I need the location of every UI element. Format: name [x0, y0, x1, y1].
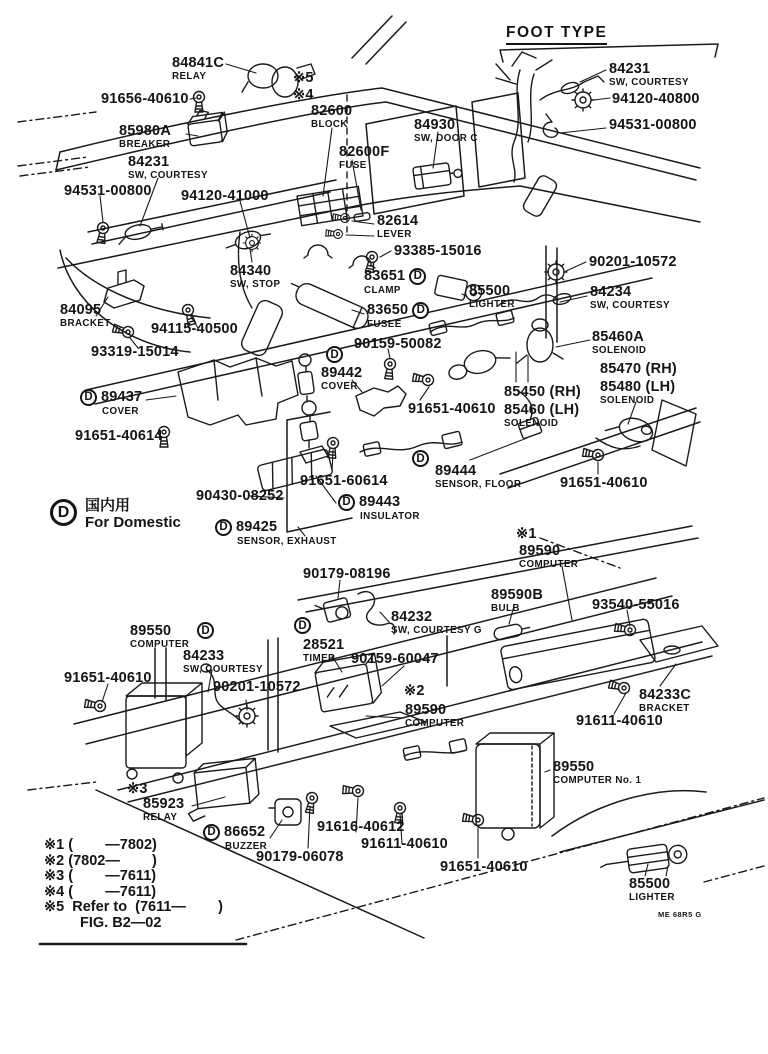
label-89425 — [215, 519, 337, 547]
part-number: 93319-15014 — [91, 344, 179, 360]
part-description: SW, COURTESY — [609, 76, 689, 88]
part-number: 91651-40610 — [408, 401, 496, 417]
part-number: 91651-60614 — [300, 473, 388, 489]
part-number: 93385-15016 — [394, 243, 482, 259]
part-description: COMPUTER — [130, 638, 190, 650]
domestic-d-icon: D — [412, 302, 429, 319]
part-number: 83650 — [367, 302, 409, 319]
part-description: SOLENOID — [592, 344, 647, 356]
part-number: 94120-40800 — [612, 91, 700, 107]
part-number: 84095 — [60, 302, 102, 318]
label-91651-40610-bl — [64, 671, 152, 686]
domestic-label-jp: 国内用 — [85, 497, 131, 514]
computer-89590-top-drawing — [500, 619, 656, 691]
part-number: 89425 — [236, 519, 278, 536]
label-84841c — [172, 56, 224, 82]
part-description: COMPUTER No. 1 — [553, 774, 642, 786]
domestic-d-icon: D — [215, 519, 232, 536]
part-description: SW, STOP — [230, 278, 281, 290]
domestic-d-icon: D — [203, 824, 220, 841]
breaker-85980a-drawing — [186, 107, 228, 146]
part-number: 85980A — [119, 123, 171, 139]
part-number: 90159-50082 — [354, 336, 442, 352]
part-description: SW, COURTESY — [128, 169, 208, 181]
label-91616-40612 — [317, 820, 405, 835]
label-89590-bottom — [405, 703, 464, 729]
legend-line: ※3 ( —7611) — [44, 868, 157, 885]
domestic-d-icon: D — [80, 389, 97, 406]
legend-figure-ref: FIG. B2—02 — [80, 914, 162, 931]
label-84340 — [230, 264, 280, 290]
part-description: CLAMP — [364, 285, 401, 296]
relay-85923-drawing — [183, 758, 260, 821]
label-93385-15016 — [394, 244, 482, 259]
legend-line: ※5 Refer to (7611— ) — [44, 899, 223, 916]
label-91651-40610-sol — [560, 476, 648, 491]
label-84233 — [183, 649, 263, 675]
part-number: 84231 — [609, 61, 651, 77]
part-number: 91611-40610 — [576, 713, 663, 729]
foot-type-pedal-drawing — [496, 52, 604, 218]
part-number: 90179-08196 — [303, 566, 391, 582]
bulb-89590b-drawing — [493, 622, 531, 641]
label-90179-06078 — [256, 850, 344, 865]
part-number: 93540-55016 — [592, 597, 680, 613]
label-90159-60047 — [351, 652, 439, 667]
label-85470-rh — [600, 362, 677, 377]
part-number: 84930 — [414, 117, 456, 133]
part-number: ※4 — [293, 87, 314, 103]
legend-line: ※2 (7802— ) — [44, 852, 157, 869]
part-number: 89443 — [359, 494, 401, 511]
label-84233c — [639, 688, 691, 714]
part-number: 85500 — [629, 876, 671, 892]
fuse-82600f-drawing — [354, 212, 371, 221]
label-83651 — [364, 268, 426, 296]
part-number: 94115-40500 — [151, 321, 238, 337]
harness-85450-drawing — [429, 310, 514, 336]
label-94120-41000 — [181, 189, 269, 204]
stop-switch-84340-drawing — [224, 225, 273, 256]
label-89443 — [338, 494, 420, 522]
part-number: 82600F — [339, 144, 390, 160]
label-91611-40610-r — [576, 714, 663, 729]
part-description: COVER — [102, 406, 139, 417]
part-description: SW, COURTESY — [183, 663, 263, 675]
label-85923 — [143, 797, 184, 823]
label-91656-40610 — [101, 92, 189, 107]
part-description: LIGHTER — [469, 298, 515, 310]
label-star4 — [293, 88, 314, 103]
part-number: 85460 (LH) — [504, 402, 580, 418]
part-description: RELAY — [143, 811, 178, 823]
domestic-d-icon: D — [294, 617, 311, 634]
part-number: 89590B — [491, 587, 543, 603]
label-90201-10572-b — [213, 680, 301, 695]
solenoid-85460a-drawing — [517, 319, 563, 363]
label-90179-08196 — [303, 567, 391, 582]
label-84231-main — [128, 155, 208, 181]
label-91651-40610-mid — [408, 402, 496, 417]
domestic-d-icon: D — [338, 494, 355, 511]
label-94120-40800 — [612, 92, 700, 107]
part-description: FUSEE — [367, 319, 402, 330]
part-number: 84232 — [391, 609, 433, 625]
label-82600 — [311, 104, 352, 130]
part-number: 94120-41000 — [181, 188, 269, 204]
solenoid-wire-drawing — [596, 438, 640, 449]
label-90159-50082 — [354, 337, 442, 352]
part-number: 89442 — [321, 365, 363, 381]
part-number: 91651-40610 — [440, 859, 528, 875]
label-star1 — [516, 527, 537, 542]
part-description: SENSOR, EXHAUST — [237, 536, 337, 547]
label-85500-bottom — [629, 877, 675, 903]
part-number: ※3 — [127, 781, 148, 797]
label-82614 — [377, 214, 418, 240]
part-number: 90201-10572 — [589, 254, 677, 270]
label-plate-code — [658, 911, 702, 919]
label-94531-00800-foot — [609, 118, 697, 133]
fuse-block-82600-drawing — [297, 186, 363, 225]
label-84930 — [414, 118, 478, 144]
buzzer-86652-drawing — [269, 799, 301, 825]
label-28521 — [303, 638, 344, 664]
part-description: COVER — [321, 380, 358, 392]
domestic-label-en: For Domestic — [85, 514, 181, 532]
part-number: 91651-40610 — [64, 670, 152, 686]
label-91651-60614 — [300, 474, 388, 489]
label-85460a — [592, 330, 646, 356]
part-number: 84340 — [230, 263, 272, 279]
label-84095 — [60, 303, 111, 329]
part-description: RELAY — [172, 70, 207, 82]
label-85480-lh — [600, 380, 675, 406]
part-description: SOLENOID — [600, 394, 655, 406]
part-description: SOLENOID — [504, 417, 559, 429]
part-description: BREAKER — [119, 138, 171, 150]
courtesy-switch-84231-drawing — [116, 220, 164, 244]
part-number: 84234 — [590, 284, 632, 300]
harness-bottom-drawing — [403, 738, 467, 760]
part-number: 90430-08252 — [196, 488, 284, 504]
domestic-d-icon: D — [326, 346, 343, 363]
part-description: BUZZER — [225, 841, 268, 852]
part-number: 91611-40610 — [361, 836, 448, 852]
label-84231-foot — [609, 62, 689, 88]
clamp-hook-drawing-2 — [349, 256, 375, 268]
part-number: 89590 — [405, 702, 447, 718]
label-85450-rh — [504, 385, 581, 400]
part-number: ※2 — [404, 683, 425, 699]
label-89437 — [80, 389, 142, 417]
label-93540-55016 — [592, 598, 680, 613]
part-description: LEVER — [377, 228, 412, 240]
part-number: 91616-40612 — [317, 819, 405, 835]
bracket-84233c-drawing — [640, 626, 718, 662]
fusee-83650-drawing — [286, 277, 372, 331]
footnote-legend — [44, 838, 223, 932]
domestic-d-icon: D — [409, 268, 426, 285]
label-84232 — [391, 610, 482, 636]
part-number: 89444 — [435, 463, 477, 479]
label-85980a — [119, 124, 171, 150]
domestic-d-icon: D — [50, 499, 77, 526]
computer-89550-no1-drawing — [476, 733, 554, 840]
part-number: 85500 — [469, 283, 511, 299]
label-89550-no1 — [553, 760, 641, 786]
label-84234 — [590, 285, 670, 311]
part-number: 94531-00800 — [609, 117, 697, 133]
door-switch-84930-drawing — [413, 161, 464, 189]
label-91651-40614 — [75, 429, 163, 444]
computer-89550-left-drawing — [126, 683, 202, 783]
label-star2 — [404, 684, 425, 699]
part-description: SW, DOOR C — [414, 132, 478, 144]
part-number: 28521 — [303, 637, 345, 653]
label-83650 — [367, 302, 429, 330]
part-description: BRACKET — [639, 702, 690, 714]
part-number: 84841C — [172, 55, 224, 71]
part-number: 90179-06078 — [256, 849, 344, 865]
part-number: 85480 (LH) — [600, 379, 676, 395]
part-number: 91651-40614 — [75, 428, 163, 444]
label-94531-00800 — [64, 184, 152, 199]
part-number: 82600 — [311, 103, 353, 119]
part-number: 90159-60047 — [351, 651, 439, 667]
label-93319-15014 — [91, 345, 179, 360]
label-90201-10572-r — [589, 255, 677, 270]
part-number: 86652 — [224, 824, 266, 841]
part-description: COMPUTER — [519, 558, 579, 570]
solenoid-85470-drawing — [605, 411, 656, 446]
legend-line: ※4 ( —7611) — [44, 883, 157, 900]
label-90430-08252 — [196, 489, 284, 504]
part-description: SW, COURTESY G — [391, 624, 482, 636]
part-number: 83651 — [364, 268, 406, 285]
part-description: FUSE — [339, 159, 367, 171]
part-description: TIMER — [303, 652, 336, 664]
part-description: INSULATOR — [360, 511, 420, 522]
part-number: 85460A — [592, 329, 644, 345]
part-number: 90201-10572 — [213, 679, 301, 695]
label-82600f — [339, 145, 389, 171]
label-89444 — [435, 464, 521, 490]
part-number: ※1 — [516, 526, 537, 542]
part-number: 89437 — [101, 389, 143, 406]
part-number: 89550 — [130, 623, 172, 639]
part-number: 84233 — [183, 648, 225, 664]
part-number: 89590 — [519, 543, 561, 559]
part-description: BULB — [491, 602, 520, 614]
part-number: 85923 — [143, 796, 185, 812]
domestic-d-icon: D — [197, 622, 214, 639]
part-number: 84233C — [639, 687, 691, 703]
label-89590b — [491, 588, 543, 614]
label-94115-40500 — [151, 322, 238, 337]
part-description: BLOCK — [311, 118, 348, 130]
part-number: 91651-40610 — [560, 475, 648, 491]
pedal-pad-drawing — [239, 298, 285, 358]
domestic-d-icon: D — [412, 450, 429, 467]
label-91651-40610-br — [440, 860, 528, 875]
part-number: 94531-00800 — [64, 183, 152, 199]
part-description: SENSOR, FLOOR — [435, 478, 522, 490]
part-number: 84231 — [128, 154, 170, 170]
label-91611-40610-b — [361, 837, 448, 852]
part-description: SW, COURTESY — [590, 299, 670, 311]
label-86652 — [203, 824, 267, 852]
label-89442 — [321, 366, 362, 392]
clamp-hook-drawing — [304, 245, 332, 258]
part-number: ※5 — [293, 70, 314, 86]
door-plate-drawing — [652, 400, 696, 466]
label-star3 — [127, 782, 148, 797]
part-description: BRACKET — [60, 317, 111, 329]
label-star5 — [293, 71, 314, 86]
for-domestic-legend — [50, 497, 181, 532]
part-number: ME 68R5 G — [658, 910, 702, 919]
solenoid-85450-drawing — [445, 344, 512, 382]
part-description: LIGHTER — [629, 891, 675, 903]
part-description: COMPUTER — [405, 717, 465, 729]
sensor-90179-08196-drawing — [315, 597, 351, 625]
cover-89442-drawing — [356, 386, 406, 416]
lighter-85500-bottom-drawing — [599, 841, 688, 877]
part-number: 89550 — [553, 759, 595, 775]
label-89590-top — [519, 544, 578, 570]
part-number: 85470 (RH) — [600, 361, 677, 377]
foot-type-title: FOOT TYPE — [506, 24, 607, 45]
part-number: 91656-40610 — [101, 91, 189, 107]
foot-type-bracket — [500, 44, 718, 62]
courtesy-wire-84232-drawing — [358, 592, 395, 634]
label-89550-left — [130, 624, 189, 650]
label-85500-top — [469, 284, 515, 310]
part-number: 82614 — [377, 213, 419, 229]
legend-line: ※1 ( —7802) — [44, 837, 157, 853]
cover-89437-drawing — [178, 358, 298, 425]
part-number: 85450 (RH) — [504, 384, 581, 400]
label-85460-lh — [504, 403, 579, 429]
